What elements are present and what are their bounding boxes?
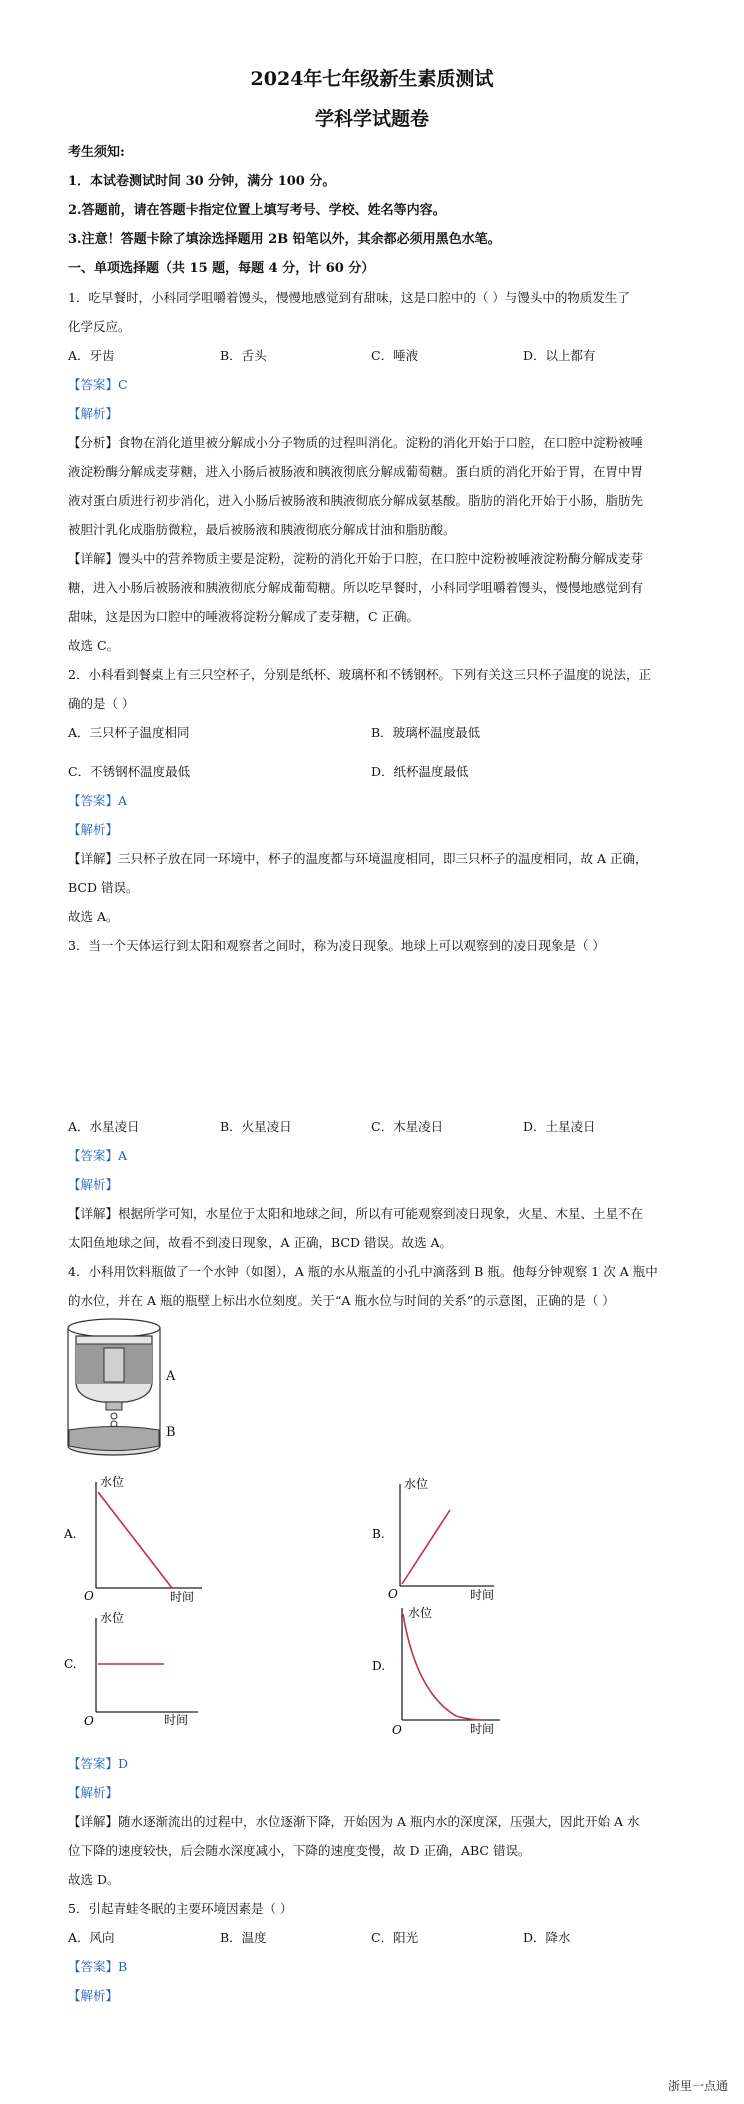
question-stem: 3．当一个天体运行到太阳和观察者之间时，称为凌日现象。地球上可以观察到的凌日现象是（ ）: [68, 938, 605, 953]
graph-curve: [98, 1492, 172, 1588]
option-c: C．不锈钢杯温度最低: [68, 764, 191, 779]
x-axis-label: 时间: [170, 1590, 195, 1602]
answer-value: B: [118, 1959, 128, 1974]
graph-curve: [403, 1614, 482, 1720]
graph-option-a: [62, 1470, 212, 1602]
question-stem: 5．引起青蛙冬眠的主要环境因素是（ ）: [68, 1901, 293, 1916]
answer-value: D: [118, 1756, 129, 1771]
detail-text: 太阳鱼地球之间，故看不到凌日现象，A 正确，BCD 错误。故选 A。: [68, 1235, 452, 1250]
detail-text: 【详解】根据所学可知，水星位于太阳和地球之间，所以有可能观察到凌日现象，火星、木星、土星不在: [68, 1206, 644, 1221]
detail-text: 位下降的速度较快，后会随水深度减小，下降的速度变慢，故 D 正确，ABC 错误。: [68, 1843, 531, 1858]
answer-label: 【答案】: [68, 377, 119, 392]
analysis-text: 被胆汁乳化成脂肪微粒，最后被肠液和胰液彻底分解成甘油和脂肪酸。: [68, 522, 456, 537]
bottle-a-label: A: [166, 1369, 176, 1384]
detail-text: BCD 错误。: [68, 880, 139, 895]
question-stem: 4．小科用饮料瓶做了一个水钟（如图），A 瓶的水从瓶盖的小孔中滴落到 B 瓶。他每分钟观察 1 次 A 瓶中: [68, 1264, 658, 1279]
question-stem: 确的是（ ）: [68, 696, 135, 711]
answer-line: [68, 1749, 680, 1778]
analysis-label: 【解析】: [68, 822, 119, 837]
y-axis-label: 水位: [408, 1606, 433, 1620]
bottle-b-label: B: [166, 1425, 176, 1440]
answer-label: 【答案】: [68, 1148, 119, 1163]
y-axis-label: 水位: [404, 1477, 429, 1491]
graph-curve: [402, 1510, 450, 1584]
analysis-text: 液淀粉酶分解成麦芽糖，进入小肠后被肠液和胰液彻底分解成葡萄糖。蛋白质的消化开始于胃，在胃中胃: [68, 464, 644, 479]
graph-option-c: [62, 1604, 212, 1726]
analysis-label: 【解析】: [68, 406, 119, 421]
answer-line: [68, 370, 680, 399]
option-b: B．舌头: [220, 348, 267, 363]
answer-value: C: [118, 377, 128, 392]
graph-option-label: C.: [64, 1657, 77, 1671]
detail-text: 【详解】馒头中的营养物质主要是淀粉，淀粉的消化开始于口腔，在口腔中淀粉被唾液淀粉酶分解成麦芽: [68, 551, 644, 566]
detail-text: 甜味，这是因为口腔中的唾液将淀粉分解成了麦芽糖，C 正确。: [68, 609, 420, 624]
question-stem: 2．小科看到餐桌上有三只空杯子，分别是纸杯、玻璃杯和不锈钢杯。下列有关这三只杯子温度的说法，正: [68, 667, 651, 682]
origin-label: O: [84, 1714, 94, 1726]
option-b: B．火星凌日: [220, 1119, 292, 1134]
origin-label: O: [84, 1589, 94, 1602]
answer-line: [68, 1141, 680, 1170]
analysis-label: 【解析】: [68, 1988, 119, 2003]
detail-text: 【详解】随水逐渐流出的过程中，水位逐渐下降，开始因为 A 瓶内水的深度深，压强大，因此开始 A 水: [68, 1814, 640, 1829]
graph-option-label: B.: [372, 1527, 385, 1541]
answer-label: 【答案】: [68, 1756, 119, 1771]
analysis-label: 【解析】: [68, 1785, 119, 1800]
y-axis-label: 水位: [100, 1475, 125, 1489]
analysis-text: 【分析】食物在消化道里被分解成小分子物质的过程叫消化。淀粉的消化开始于口腔，在口腔中淀粉被唾: [68, 435, 644, 450]
option-b: B．玻璃杯温度最低: [371, 725, 481, 740]
answer-value: A: [118, 1148, 128, 1163]
option-d: D．降水: [523, 1930, 571, 1945]
detail-text: 糖，进入小肠后被肠液和胰液彻底分解成葡萄糖。所以吃早餐时，小科同学咀嚼着馒头，慢慢地感觉到有: [68, 580, 644, 595]
question-stem: 1．吃早餐时，小科同学咀嚼着馒头，慢慢地感觉到有甜味，这是口腔中的（ ）与馒头中的物质发生了: [68, 290, 630, 305]
origin-label: O: [388, 1587, 398, 1601]
option-c: C．唾液: [371, 348, 419, 363]
notice-item: 2.答题前，请在答题卡指定位置上填写考号、学校、姓名等内容。: [68, 203, 446, 218]
conclusion-text: 故选 D。: [68, 1872, 120, 1887]
water-clock-figure: [64, 1318, 184, 1468]
page-title: 2024年七年级新生素质测试: [250, 68, 494, 90]
conclusion-text: 故选 C。: [68, 638, 120, 653]
analysis-label: 【解析】: [68, 1177, 119, 1192]
notice-item: 1．本试卷测试时间 30 分钟，满分 100 分。: [68, 174, 336, 189]
x-axis-label: 时间: [470, 1722, 495, 1736]
y-axis-label: 水位: [100, 1611, 125, 1625]
answer-line: [68, 1952, 680, 1981]
option-d: D．纸杯温度最低: [371, 764, 469, 779]
graph-option-b: [370, 1470, 520, 1602]
option-a: A．水星凌日: [68, 1119, 140, 1134]
option-a: A．风向: [68, 1930, 115, 1945]
x-axis-label: 时间: [470, 1588, 495, 1602]
graph-option-label: A.: [64, 1527, 77, 1541]
footer-watermark: 浙里一点通: [667, 2079, 728, 2093]
notice-item: 3.注意！答题卡除了填涂选择题用 2B 铅笔以外，其余都必须用黑色水笔。: [68, 232, 501, 247]
x-axis-label: 时间: [164, 1713, 189, 1726]
section-heading: 一、单项选择题（共 15 题，每题 4 分，计 60 分）: [68, 261, 375, 276]
detail-text: 【详解】三只杯子放在同一环境中，杯子的温度都与环境温度相同，即三只杯子的温度相同，故 A 正确，: [68, 851, 648, 866]
origin-label: O: [392, 1723, 402, 1736]
option-a: A．三只杯子温度相同: [68, 725, 190, 740]
option-c: C．木星凌日: [371, 1119, 444, 1134]
conclusion-text: 故选 A。: [68, 909, 119, 924]
analysis-text: 液对蛋白质进行初步消化，进入小肠后被肠液和胰液彻底分解成氨基酸。脂肪的消化开始于小肠，脂肪先: [68, 493, 644, 508]
option-c: C．阳光: [371, 1930, 419, 1945]
question-stem: 的水位，并在 A 瓶的瓶壁上标出水位刻度。关于“A 瓶水位与时间的关系”的示意图，正确的是（ ）: [68, 1293, 615, 1308]
option-d: D．以上都有: [523, 348, 596, 363]
page-subtitle: 学科学试题卷: [314, 108, 429, 130]
graph-option-d: [370, 1600, 520, 1736]
question-stem: 化学反应。: [68, 319, 131, 334]
graph-option-label: D.: [372, 1659, 386, 1673]
notice-head: 考生须知:: [68, 145, 125, 160]
option-b: B．温度: [220, 1930, 267, 1945]
answer-value: A: [118, 793, 128, 808]
option-d: D．土星凌日: [523, 1119, 596, 1134]
answer-label: 【答案】: [68, 793, 119, 808]
answer-label: 【答案】: [68, 1959, 119, 1974]
option-a: A．牙齿: [68, 348, 115, 363]
answer-line: [68, 786, 680, 815]
